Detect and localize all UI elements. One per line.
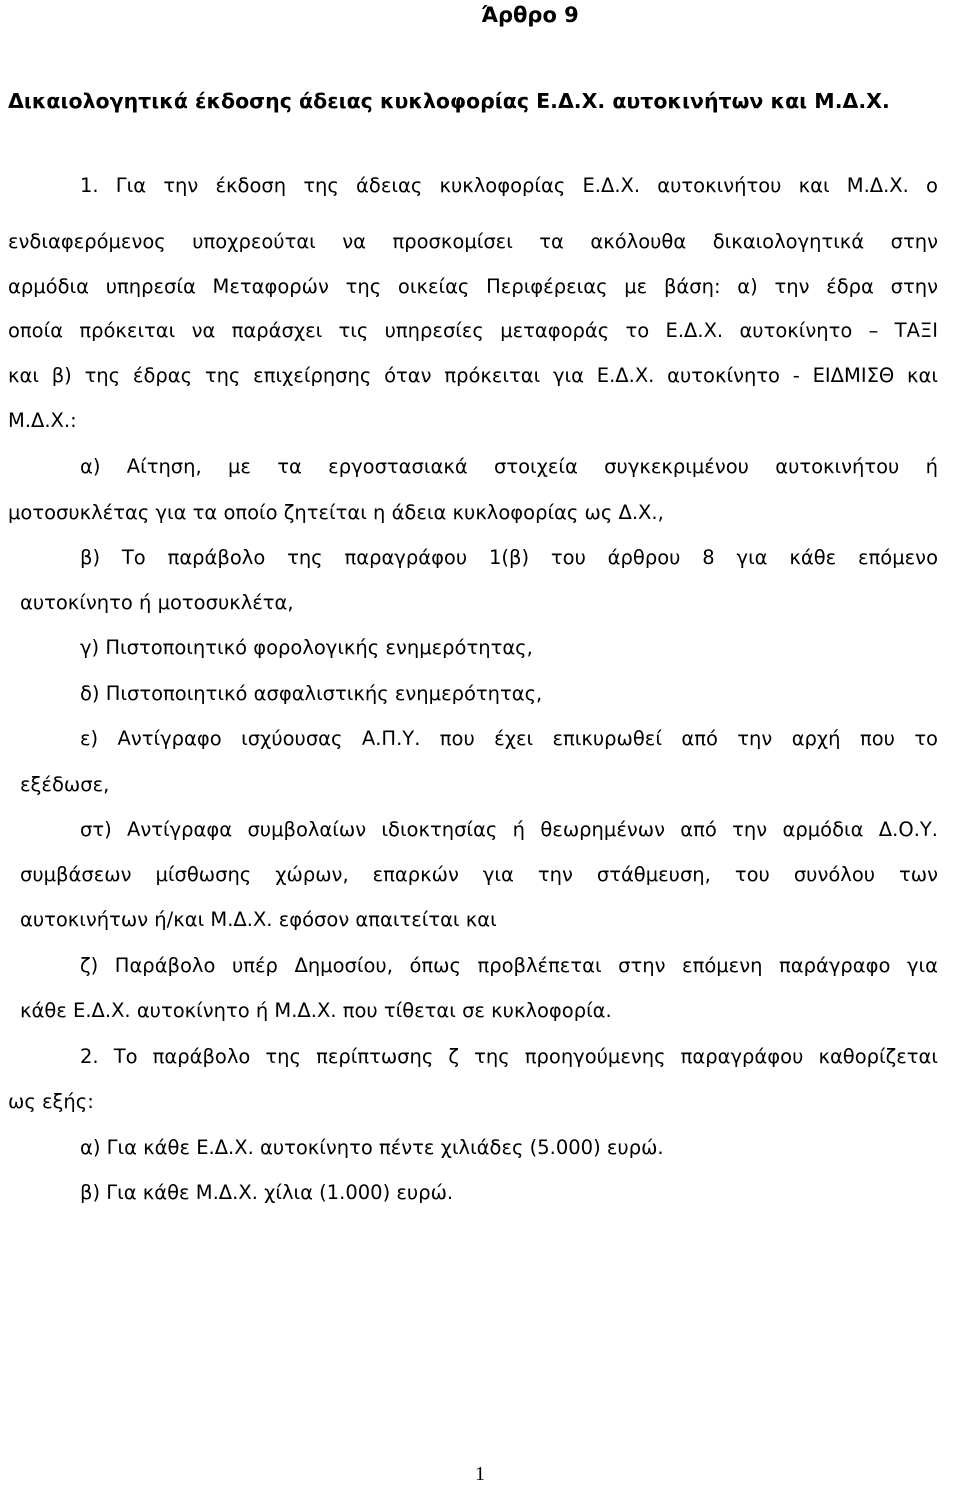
article-title: Άρθρο 9 bbox=[481, 3, 579, 27]
item-f-line: συμβάσεων μίσθωσης χώρων, επαρκών για την στάθμευση, του συνόλου των bbox=[20, 863, 938, 886]
item-e-line: εξέδωσε, bbox=[20, 773, 110, 796]
item-b-line: β) Το παράβολο της παραγράφου 1(β) του άρθρου 8 για κάθε επόμενο bbox=[80, 546, 938, 569]
item-a-line: μοτοσυκλέτας για τα οποίο ζητείται η άδεια κυκλοφορίας ως Δ.Χ., bbox=[8, 501, 664, 524]
item-g-line: κάθε Ε.Δ.Χ. αυτοκίνητο ή Μ.Δ.Χ. που τίθεται σε κυκλοφορία. bbox=[20, 999, 612, 1022]
paragraph-1-line: και β) της έδρας της επιχείρησης όταν πρόκειται για Ε.Δ.Χ. αυτοκίνητο - ΕΙΔΜΙΣΘ και bbox=[8, 364, 938, 387]
paragraph-1-line: οποία πρόκειται να παράσχει τις υπηρεσίες μεταφοράς το Ε.Δ.Χ. αυτοκίνητο – ΤΑΞΙ bbox=[8, 319, 938, 342]
paragraph-1-line: ενδιαφερόμενος υποχρεούται να προσκομίσει τα ακόλουθα δικαιολογητικά στην bbox=[8, 230, 938, 253]
item-b-line: αυτοκίνητο ή μοτοσυκλέτα, bbox=[20, 591, 294, 614]
item-e-line: ε) Αντίγραφο ισχύουσας Α.Π.Υ. που έχει επικυρωθεί από την αρχή που το bbox=[80, 727, 938, 750]
article-subtitle: Δικαιολογητικά έκδοσης άδειας κυκλοφορίας Ε.Δ.Χ. αυτοκινήτων και Μ.Δ.Χ. bbox=[8, 89, 890, 113]
paragraph-1-line: 1. Για την έκδοση της άδειας κυκλοφορίας Ε.Δ.Χ. αυτοκινήτου και Μ.Δ.Χ. ο bbox=[80, 174, 938, 197]
item-c-line: γ) Πιστοποιητικό φορολογικής ενημερότητας, bbox=[80, 636, 533, 659]
paragraph-1-line: αρμόδια υπηρεσία Μεταφορών της οικείας Περιφέρειας με βάση: α) την έδρα στην bbox=[8, 275, 938, 298]
paragraph-2-line: ως εξής: bbox=[8, 1090, 94, 1113]
item-f-line: στ) Αντίγραφα συμβολαίων ιδιοκτησίας ή θεωρημένων από την αρμόδια Δ.Ο.Υ. bbox=[80, 818, 938, 841]
item-a-line: α) Αίτηση, με τα εργοστασιακά στοιχεία συγκεκριμένου αυτοκινήτου ή bbox=[80, 455, 938, 478]
fee-item-b: β) Για κάθε Μ.Δ.Χ. χίλια (1.000) ευρώ. bbox=[80, 1181, 454, 1204]
item-d-line: δ) Πιστοποιητικό ασφαλιστικής ενημερότητας, bbox=[80, 682, 543, 705]
item-f-line: αυτοκινήτων ή/και Μ.Δ.Χ. εφόσον απαιτείται και bbox=[20, 908, 497, 931]
page-number: 1 bbox=[475, 1463, 485, 1485]
item-g-line: ζ) Παράβολο υπέρ Δημοσίου, όπως προβλέπεται στην επόμενη παράγραφο για bbox=[80, 954, 938, 977]
fee-item-a: α) Για κάθε Ε.Δ.Χ. αυτοκίνητο πέντε χιλιάδες (5.000) ευρώ. bbox=[80, 1136, 664, 1159]
paragraph-1-line: Μ.Δ.Χ.: bbox=[8, 409, 77, 432]
paragraph-2-line: 2. Το παράβολο της περίπτωσης ζ της προηγούμενης παραγράφου καθορίζεται bbox=[80, 1045, 938, 1068]
